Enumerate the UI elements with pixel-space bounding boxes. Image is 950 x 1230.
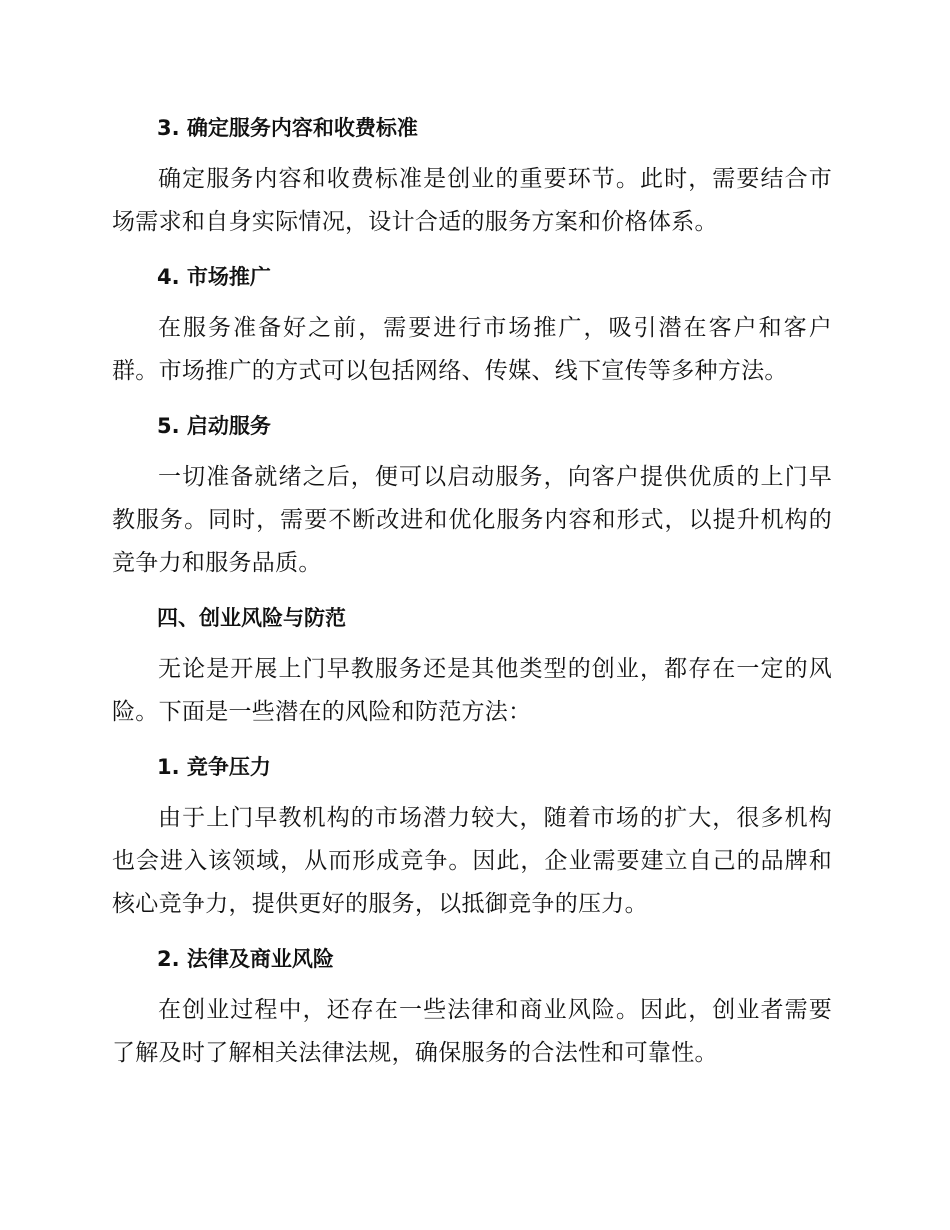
section-paragraph-launch: 一切准备就绪之后，便可以启动服务，向客户提供优质的上门早教服务。同时，需要不断改进和优化服务内容和形式，以提升机构的竞争力和服务品质。 xyxy=(112,464,832,576)
section-heading-marketing: 4. 市场推广 xyxy=(157,265,271,289)
section-heading-competition: 1. 竞争压力 xyxy=(157,755,271,779)
section-heading-launch: 5. 启动服务 xyxy=(157,414,271,438)
section-paragraph-competition: 由于上门早教机构的市场潜力较大，随着市场的扩大，很多机构也会进入该领域，从而形成竞争。因此，企业需要建立自己的品牌和核心竞争力，提供更好的服务，以抵御竞争的压力。 xyxy=(112,805,832,917)
section-heading-service-pricing: 3. 确定服务内容和收费标准 xyxy=(157,116,418,140)
section-paragraph-risks: 无论是开展上门早教服务还是其他类型的创业，都存在一定的风险。下面是一些潜在的风险和防范方法： xyxy=(112,656,832,725)
document-body xyxy=(112,108,832,1075)
section-paragraph-marketing: 在服务准备好之前，需要进行市场推广，吸引潜在客户和客户群。市场推广的方式可以包括网络、传媒、线下宣传等多种方法。 xyxy=(112,315,832,384)
section-heading-risks: 四、创业风险与防范 xyxy=(157,606,346,630)
section-heading-legal: 2. 法律及商业风险 xyxy=(157,947,334,971)
section-paragraph-service-pricing: 确定服务内容和收费标准是创业的重要环节。此时，需要结合市场需求和自身实际情况，设计合适的服务方案和价格体系。 xyxy=(112,166,832,235)
section-paragraph-legal: 在创业过程中，还存在一些法律和商业风险。因此，创业者需要了解及时了解相关法律法规，确保服务的合法性和可靠性。 xyxy=(112,997,832,1066)
